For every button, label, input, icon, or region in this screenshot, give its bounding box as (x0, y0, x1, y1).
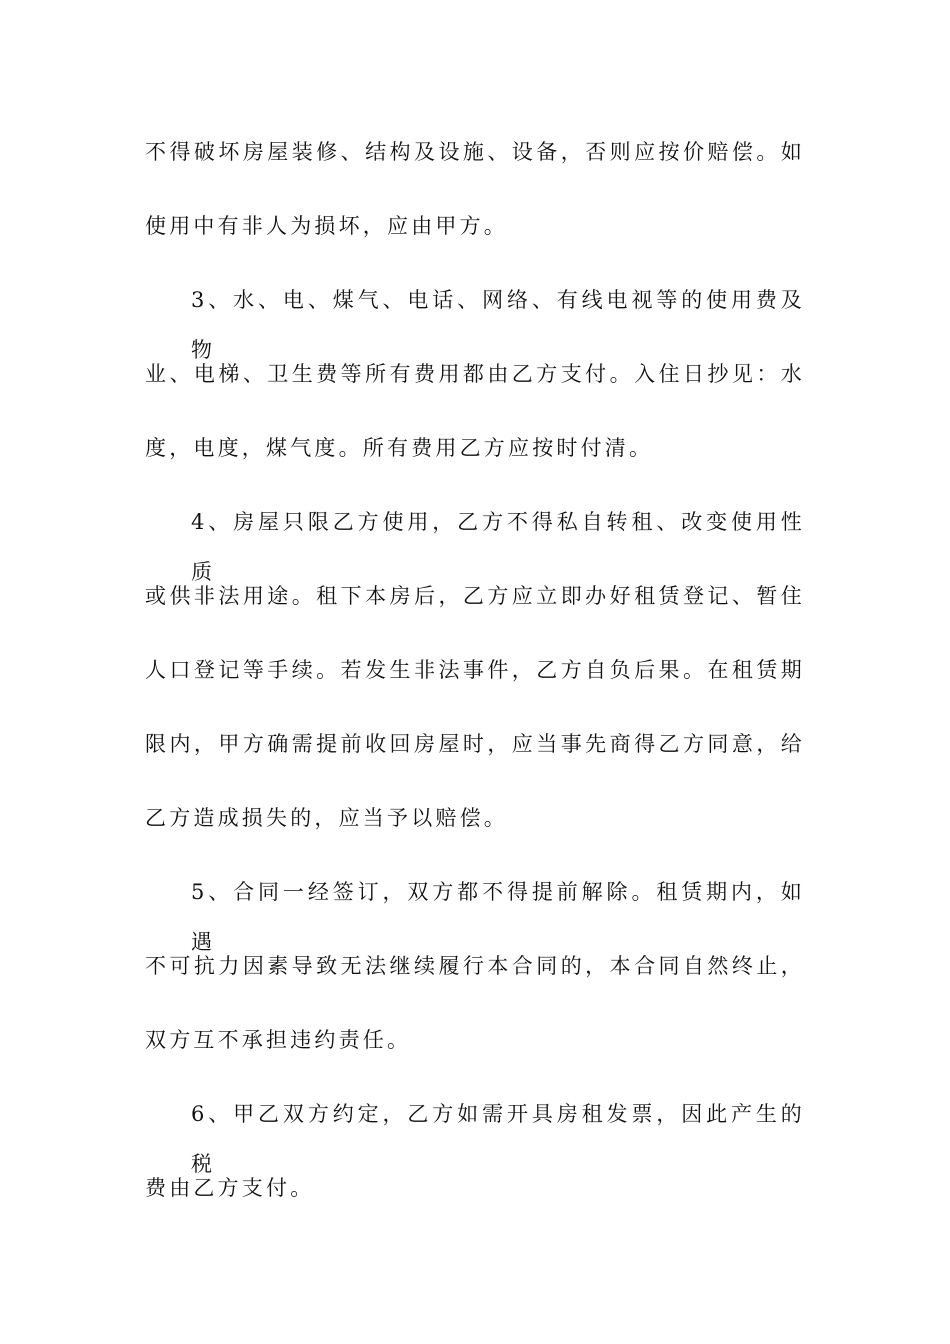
paragraph-start-line: 5、合同一经签订，双方都不得提前解除。租赁期内，如遇 (191, 880, 805, 954)
text-line: 乙方造成损失的，应当予以赔偿。 (145, 806, 508, 830)
text-line: 度，电度，煤气度。所有费用乙方应按时付清。 (145, 436, 654, 460)
text-line: 不得破坏房屋装修、结构及设施、设备，否则应按价赔偿。如 (145, 140, 805, 164)
paragraph-start-line: 6、甲乙双方约定，乙方如需开具房租发票，因此产生的税 (191, 1102, 805, 1176)
document-body (145, 127, 805, 1237)
paragraph-start-line: 3、水、电、煤气、电话、网络、有线电视等的使用费及物 (191, 288, 805, 362)
text-line: 或供非法用途。租下本房后，乙方应立即办好租赁登记、暂住 (145, 584, 805, 608)
text-line: 双方互不承担违约责任。 (145, 1028, 412, 1052)
paragraph-start-line: 4、房屋只限乙方使用，乙方不得私自转租、改变使用性质 (191, 510, 805, 584)
text-line: 业、电梯、卫生费等所有费用都由乙方支付。入住日抄见：水 (145, 362, 805, 386)
text-line: 人口登记等手续。若发生非法事件，乙方自负后果。在租赁期 (145, 658, 805, 682)
text-line: 限内，甲方确需提前收回房屋时，应当事先商得乙方同意，给 (145, 732, 805, 756)
text-line: 使用中有非人为损坏，应由甲方。 (145, 214, 508, 238)
text-line: 费由乙方支付。 (145, 1176, 315, 1200)
text-line: 不可抗力因素导致无法继续履行本合同的，本合同自然终止， (145, 954, 805, 978)
